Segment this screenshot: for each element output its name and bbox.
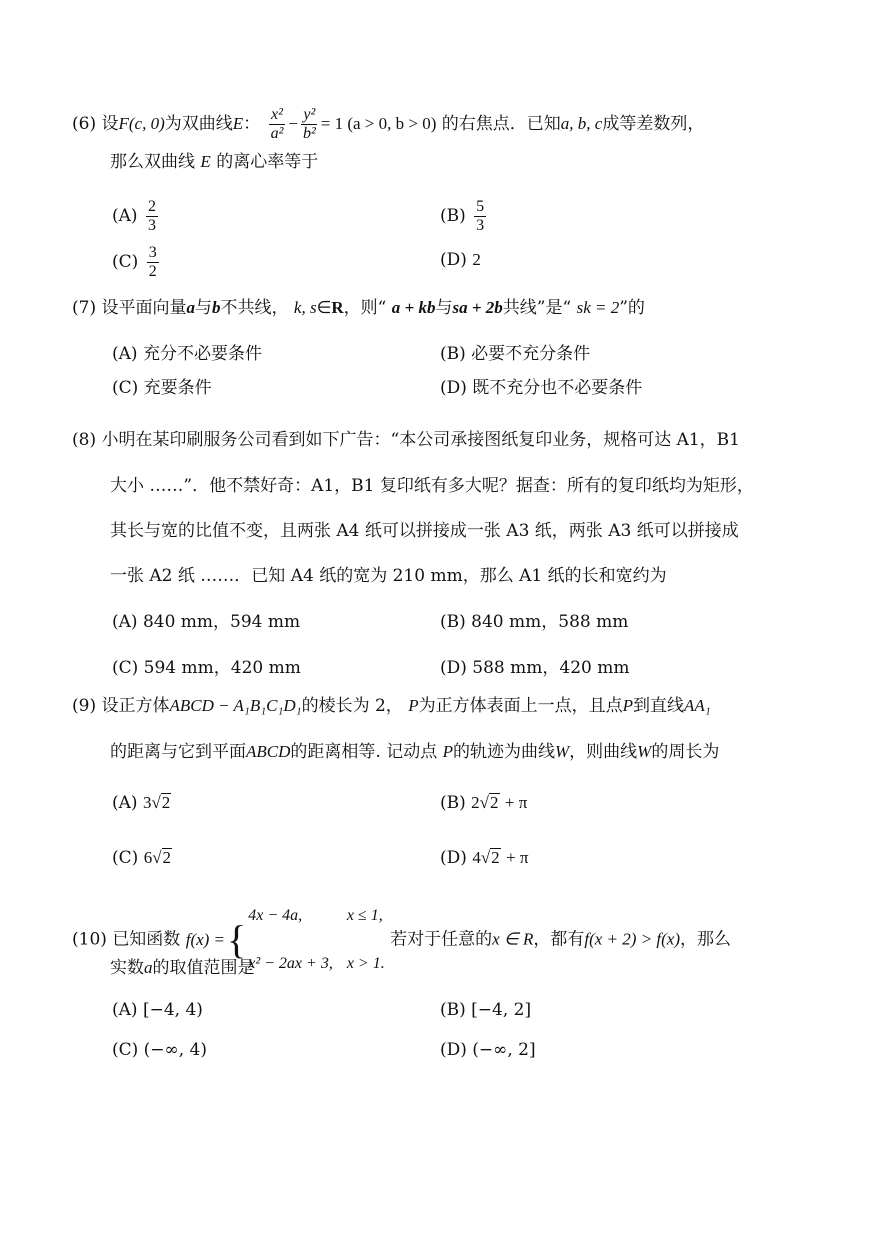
radicand: 2 [491,848,500,867]
option-tail: + π [506,848,529,867]
q9-stem-line1 [72,696,711,716]
q6-option-a[interactable] [112,198,161,235]
q8-option-d[interactable]: (D) 588 mm，420 mm [440,658,630,678]
q9-cube: ABCD − A₁B₁C₁D₁ [169,696,302,715]
q6-text: 的离心率等于 [216,152,319,172]
frac-num: 3 [148,244,157,261]
q7-vector-b: b [212,298,221,317]
q6-curve-name: E [200,152,211,171]
q7-ks: k, s [293,298,317,317]
q8-stem-line3: 其长与宽的比值不变，且两张 A4 纸可以拼接成一张 A3 纸，两张 A3 纸可以拼接成 [110,521,739,541]
q8-number: (8) [72,430,97,450]
q9-line: AA₁ [684,696,711,715]
q7-vector-a: a [186,298,195,317]
q6-equation-rest: = 1 (a > 0, b > 0) [320,114,437,133]
q6-frac-den: b² [302,125,316,142]
q6-text: 为双曲线 [164,114,233,134]
frac-den: 3 [147,217,156,234]
q7-expr3: sk = 2 [576,298,620,317]
option-coef: 6 [143,848,153,867]
q7-text: 共线”是“ [502,298,572,318]
q9-point: P [442,742,453,761]
option-label: (C) [112,848,139,868]
q6-frac-num: x² [271,106,283,123]
q6-text: 设 [101,114,119,134]
q6-option-b[interactable] [440,198,489,235]
q9-point: P [408,696,419,715]
q10-inequality: f(x + 2) > f(x) [584,929,681,949]
q7-option-c[interactable]: (C) 充要条件 [112,378,212,398]
option-label: (B) [440,793,466,813]
q6-option-d[interactable] [440,250,481,270]
q7-option-a[interactable]: (A) 充分不必要条件 [112,344,262,364]
case-expr: 4x − 4a, [248,907,303,924]
q6-curve-name: E [232,114,244,133]
q8-stem-line2: 大小 ……”．他不禁好奇：A1，B1 复印纸有多大呢？据查：所有的复印纸均为矩形， [110,476,754,496]
radicand: 2 [162,848,172,867]
q10-cases [248,894,385,986]
option-fraction [146,198,158,235]
q6-fraction-x [269,106,286,143]
q10-text: 的取值范围是 [152,958,255,978]
q9-text: 到直线 [633,696,684,716]
q9-text: 的棱长为 2， [301,696,403,716]
option-label: (A) [112,793,138,813]
option-label: (D) [440,848,467,868]
q6-fraction-y [301,106,318,143]
q6-text: 那么双曲线 [110,152,195,172]
case-cond: x > 1. [346,955,385,972]
q7-in: ∈ [316,298,332,317]
q7-expr1: a + kb [391,298,436,317]
option-coef: 3 [142,793,152,812]
q7-text: 不共线， [220,298,289,318]
option-label: (B) [440,206,466,226]
q9-text: ，则曲线 [569,742,638,762]
frac-den: 3 [476,217,485,234]
q7-number: (7) [72,298,97,318]
sqrt-icon: √ 2 [480,848,500,867]
q6-option-c[interactable] [112,244,162,281]
radicand: 2 [161,793,171,812]
q10-text: ，都有 [533,929,585,950]
q9-text: 的周长为 [651,742,720,762]
option-coef: 4 [472,848,481,867]
q6-focus: F(c, 0) [118,114,165,133]
q9-number: (9) [72,696,97,716]
q7-text: ，则“ [343,298,387,318]
q8-stem-line4: 一张 A2 纸 ……．已知 A4 纸的宽为 210 mm，那么 A1 纸的长和宽约为 [110,566,667,586]
q9-option-b[interactable] [440,793,527,813]
option-fraction [474,198,486,235]
sqrt-icon: √ 2 [151,793,171,812]
case-cond: x ≤ 1, [346,907,383,924]
option-value: 2 [472,250,481,269]
q10-stem-line2 [110,958,255,978]
q10-option-d[interactable]: (D) (−∞, 2] [440,1040,536,1060]
q9-text: 的距离与它到平面 [110,742,246,762]
q10-text: ，那么 [680,929,732,950]
q10-option-a[interactable]: (A) [−4, 4) [112,1000,203,1020]
q6-text: ： [243,114,261,134]
q9-text: 的距离相等. 记动点 [290,742,438,762]
q7-text: 与 [195,298,212,318]
case-expr: x² − 2ax + 3, [248,955,333,972]
q8-option-a[interactable]: (A) 840 mm，594 mm [112,612,301,632]
q7-expr2: sa + 2b [452,298,503,317]
q6-frac-den: a² [270,125,284,142]
q9-plane: ABCD [246,742,291,761]
q7-text: 与 [435,298,453,318]
q8-option-c[interactable]: (C) 594 mm，420 mm [112,658,301,678]
frac-num: 5 [476,198,485,215]
sqrt-icon: √ 2 [152,848,172,867]
q7-stem [72,298,645,318]
q6-minus: − [288,114,298,133]
q7-option-b[interactable]: (B) 必要不充分条件 [440,344,591,364]
q9-stem-line2 [110,742,719,762]
q10-domain: x ∈ R [492,929,534,949]
q8-option-b[interactable]: (B) 840 mm，588 mm [440,612,629,632]
q10-text: 已知函数 [112,929,181,950]
left-brace-icon: { [227,917,247,962]
q9-text: 的轨迹为曲线 [453,742,555,762]
q7-reals: R [331,298,344,317]
q6-stem-line2 [110,152,318,172]
q6-stem-line1 [72,106,704,143]
radicand: 2 [490,793,499,812]
q9-curve: W [555,742,570,761]
q6-number: (6) [72,114,97,134]
q10-option-c[interactable]: (C) (−∞, 4) [112,1040,207,1060]
option-fraction [147,244,159,281]
q7-option-d[interactable]: (D) 既不充分也不必要条件 [440,378,643,398]
q6-abc: a, b, c [560,114,603,133]
sqrt-icon: √ 2 [479,793,499,812]
q9-point: P [622,696,633,715]
q9-option-d[interactable] [440,848,528,868]
q10-text: 实数 [110,958,144,978]
q10-fx: f(x) = [185,930,226,949]
q8-stem-line1 [72,430,740,450]
q9-option-c[interactable] [112,848,172,868]
q10-number: (10) [72,929,107,950]
option-label: (D) [440,250,467,270]
frac-den: 2 [148,263,157,280]
option-tail: + π [504,793,528,812]
frac-num: 2 [147,198,156,215]
option-label: (A) [112,206,138,226]
q6-frac-num: y² [303,106,316,123]
option-label: (C) [112,252,139,272]
q9-option-a[interactable] [112,793,171,813]
q9-text: 为正方体表面上一点，且点 [418,696,623,716]
q7-text: 设平面向量 [101,298,187,318]
option-coef: 2 [471,793,480,812]
q7-text: ”的 [619,298,645,318]
q6-text: 成等差数列， [602,114,705,134]
q10-param: a [144,958,153,977]
q10-text: 若对于任意的 [390,929,493,950]
q9-curve: W [637,742,652,761]
q6-text: 的右焦点．已知 [441,114,561,134]
q9-text: 设正方体 [101,696,170,716]
q10-option-b[interactable]: (B) [−4, 2] [440,1000,532,1020]
q8-text: 小明在某印刷服务公司看到如下广告：“本公司承接图纸复印业务，规格可达 A1，B1 [101,430,740,450]
